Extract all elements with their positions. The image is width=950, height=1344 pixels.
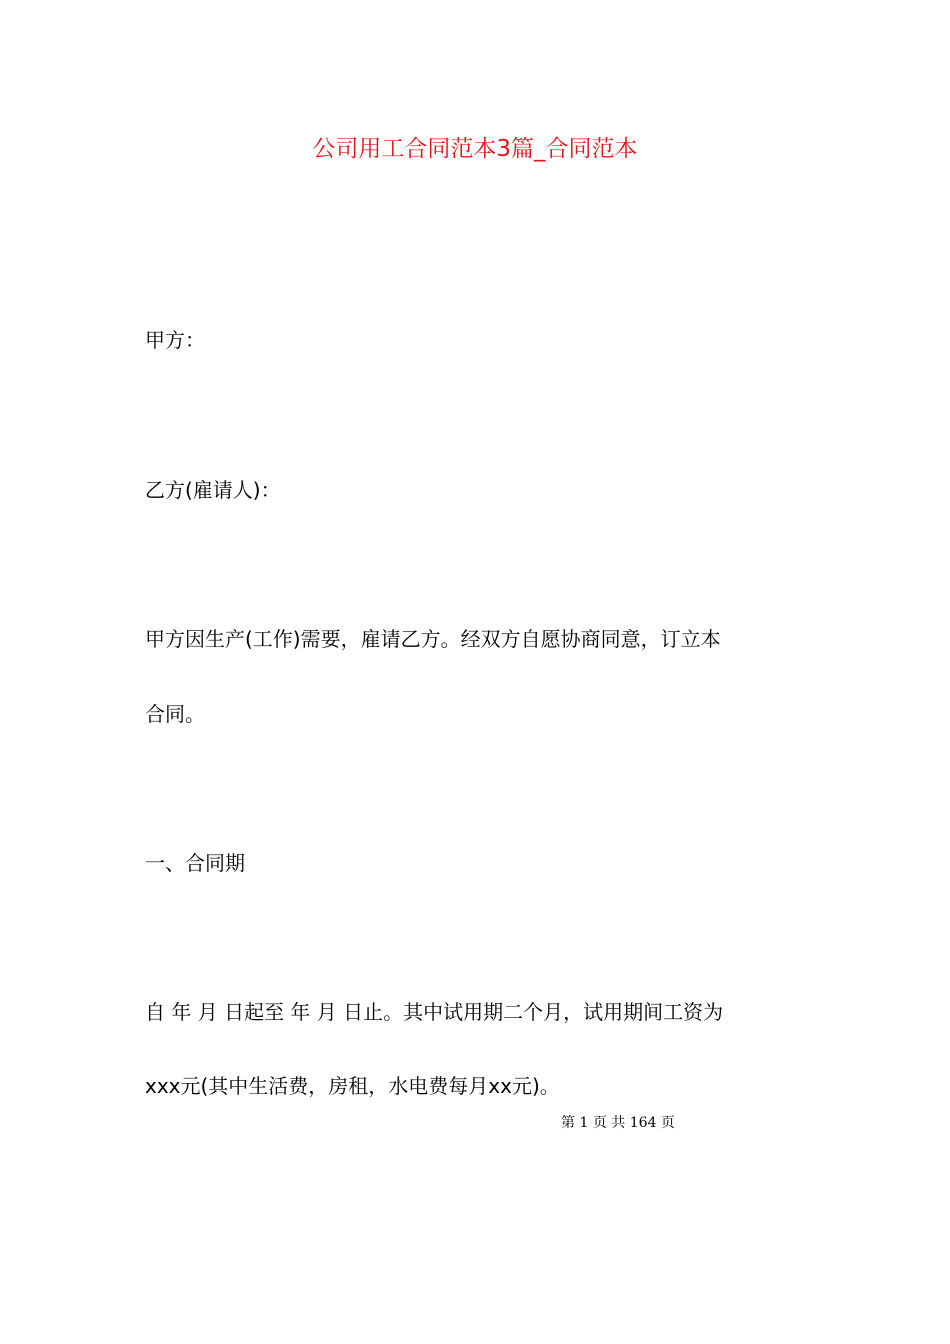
- document-title: 公司用工合同范本3篇_合同范本: [312, 136, 638, 162]
- section-heading-contract-period: 一、合同期: [145, 851, 245, 875]
- page-number-footer: 第 1 页 共 164 页: [561, 1115, 675, 1131]
- party-a-label: 甲方：: [145, 328, 205, 352]
- intro-paragraph-line-2: 合同。: [145, 702, 205, 726]
- contract-period-line-1: 自 年 月 日起至 年 月 日止。其中试用期二个月，试用期间工资为: [145, 1000, 724, 1024]
- contract-period-line-2: xxx元(其中生活费，房租，水电费每月xx元)。: [145, 1074, 560, 1098]
- party-b-label: 乙方(雇请人)：: [145, 478, 281, 502]
- intro-paragraph-line-1: 甲方因生产(工作)需要，雇请乙方。经双方自愿协商同意，订立本: [145, 627, 721, 651]
